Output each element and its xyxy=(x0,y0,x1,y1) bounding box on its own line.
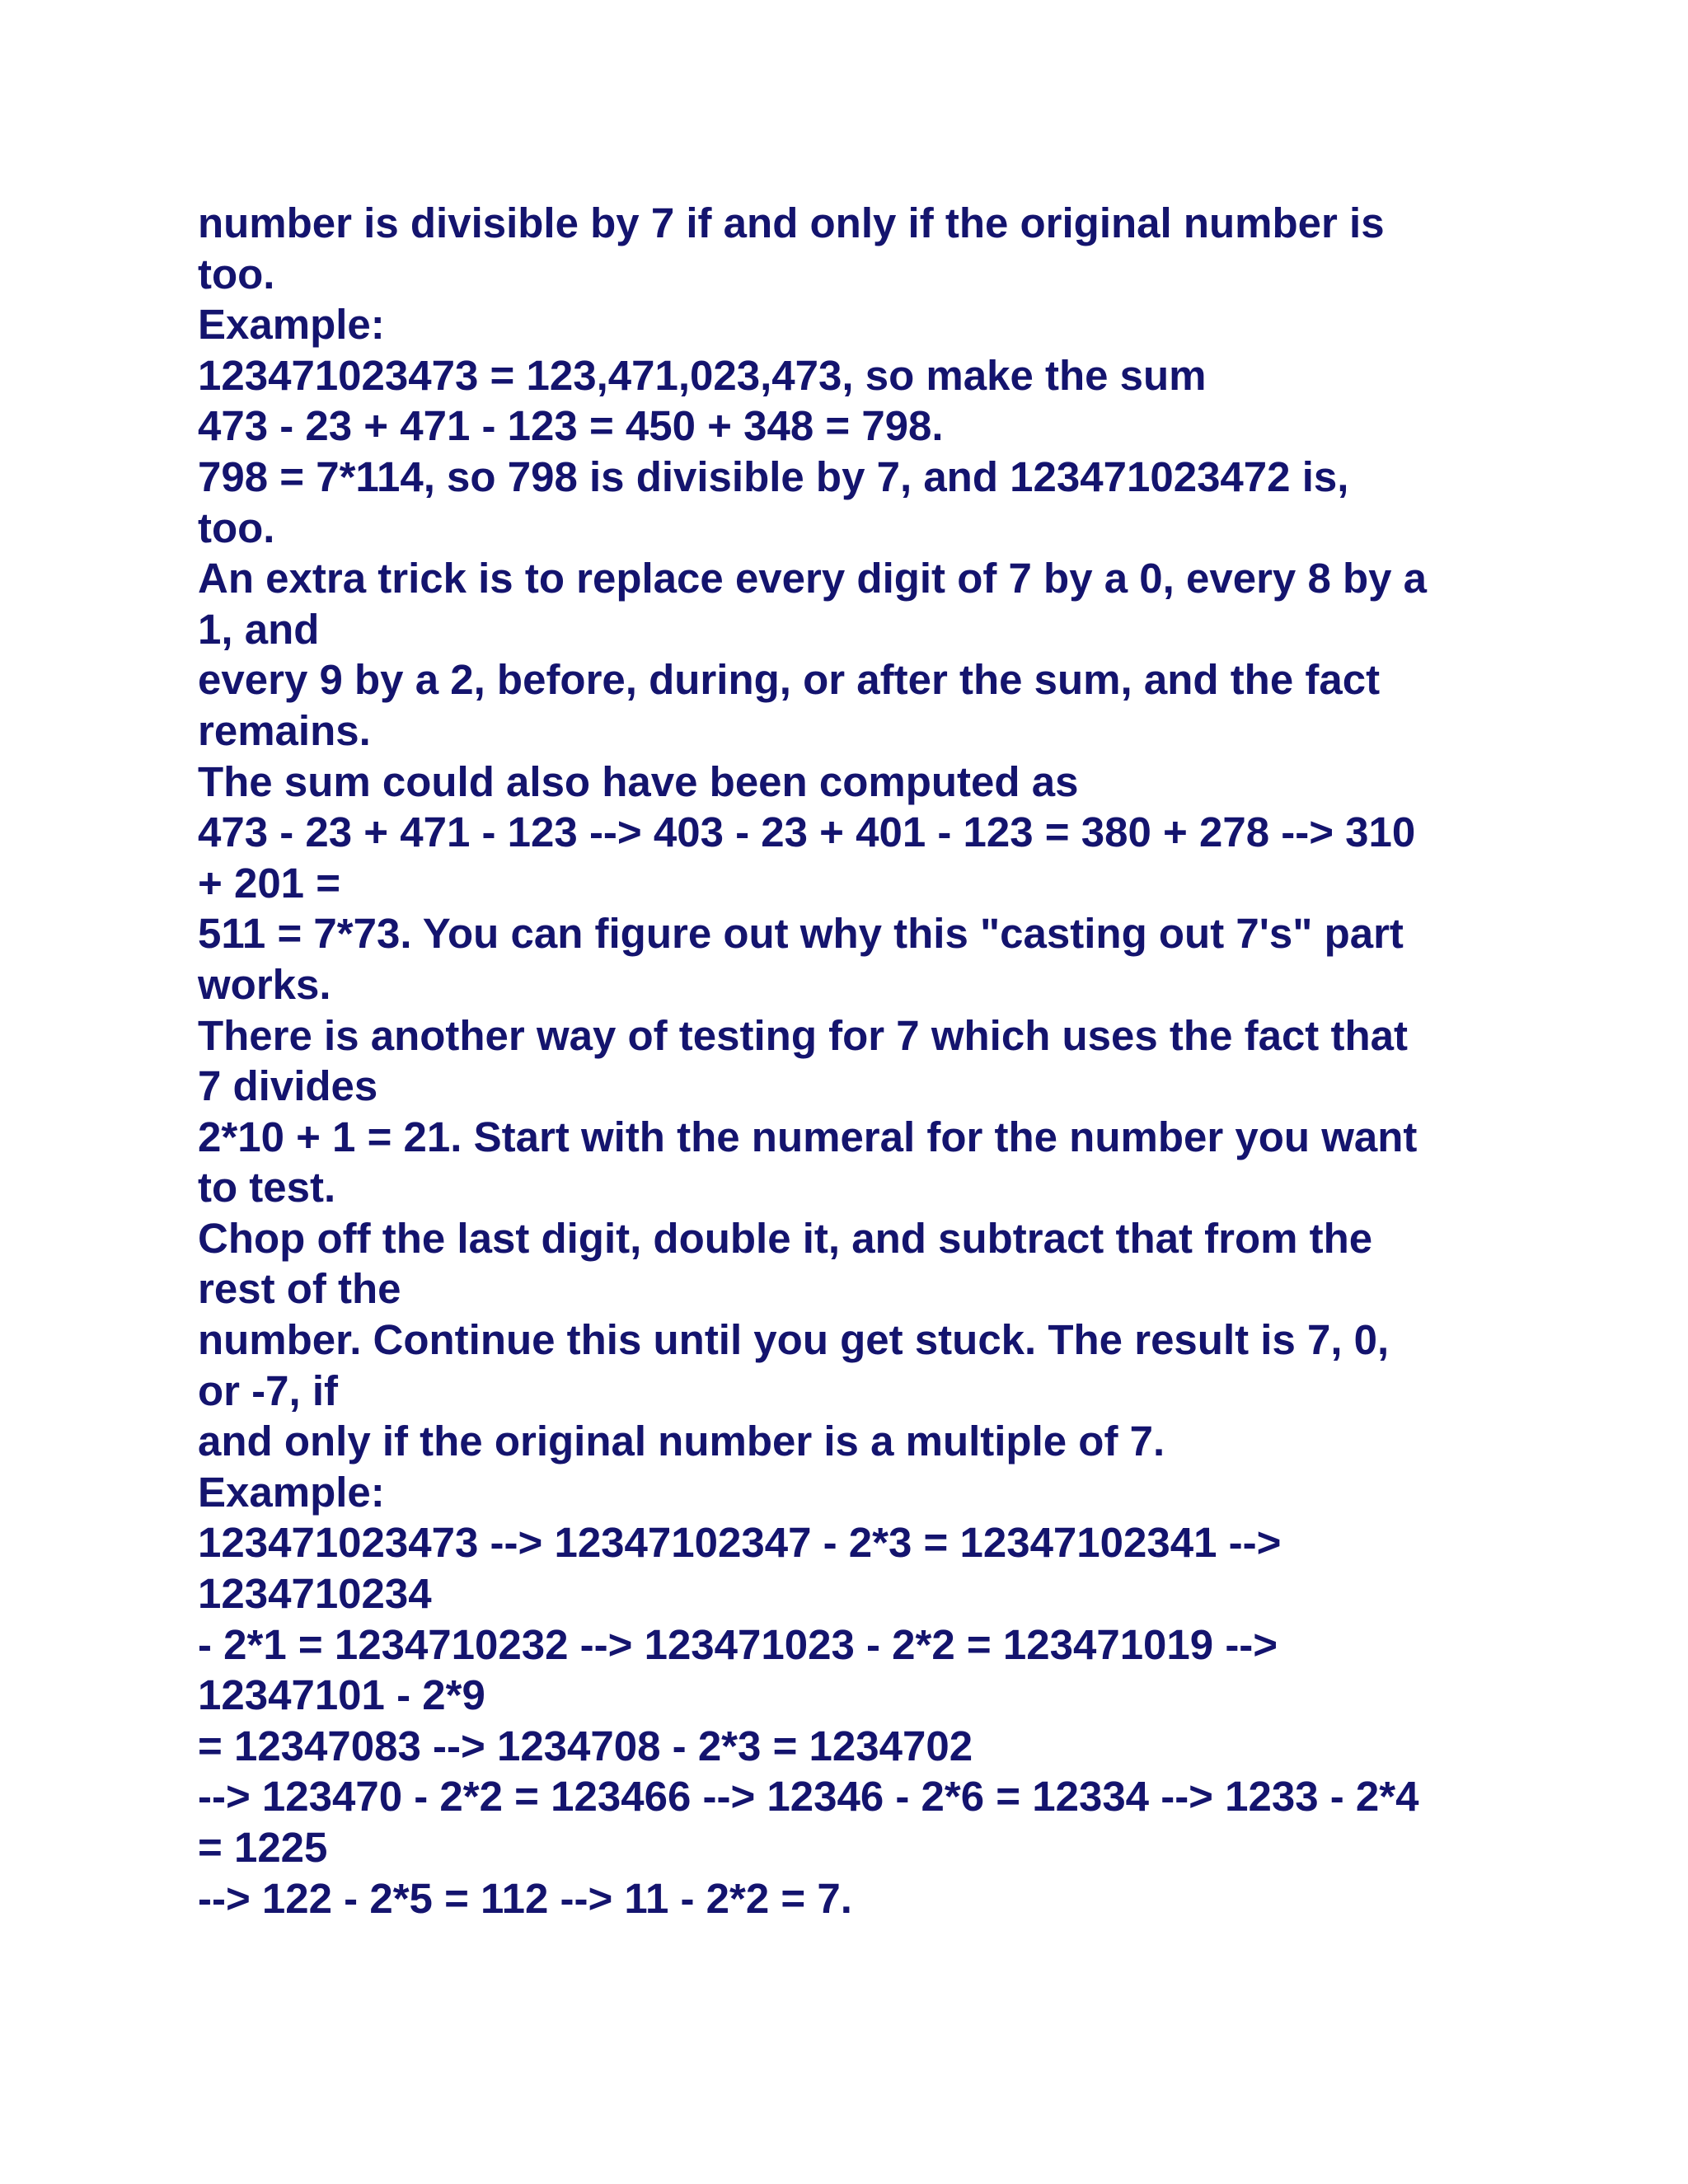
text-line: 473 - 23 + 471 - 123 --> 403 - 23 + 401 - 123 = 380 + 278 --> 310 xyxy=(198,808,1416,856)
text-line: 123471023473 --> 12347102347 - 2*3 = 12347102341 --> xyxy=(198,1519,1282,1567)
text-line: or -7, if xyxy=(198,1366,339,1414)
text-line: Example: xyxy=(198,1468,385,1516)
text-line: 798 = 7*114, so 798 is divisible by 7, and 123471023472 is, xyxy=(198,452,1349,500)
text-line: An extra trick is to replace every digit of 7 by a 0, every 8 by a xyxy=(198,555,1428,602)
text-line: = 1225 xyxy=(198,1824,328,1871)
text-line: works. xyxy=(198,960,331,1008)
document-body xyxy=(198,198,1500,1924)
text-line: --> 122 - 2*5 = 112 --> 11 - 2*2 = 7. xyxy=(198,1874,852,1922)
text-line: 511 = 7*73. You can figure out why this "casting out 7's" part xyxy=(198,910,1404,958)
text-line: - 2*1 = 1234710232 --> 123471023 - 2*2 = 123471019 --> xyxy=(198,1620,1278,1668)
text-line: 1234710234 xyxy=(198,1570,432,1618)
text-line: number. Continue this until you get stuck. The result is 7, 0, xyxy=(198,1316,1390,1364)
text-line: = 12347083 --> 1234708 - 2*3 = 1234702 xyxy=(198,1722,973,1769)
text-line: The sum could also have been computed as xyxy=(198,757,1079,805)
text-line: every 9 by a 2, before, during, or after the sum, and the fact xyxy=(198,656,1381,704)
text-line: remains. xyxy=(198,706,371,754)
text-line: Example: xyxy=(198,301,385,349)
text-line: --> 123470 - 2*2 = 123466 --> 12346 - 2*6 = 12334 --> 1233 - 2*4 xyxy=(198,1773,1419,1821)
text-line: to test. xyxy=(198,1164,336,1212)
text-line: Chop off the last digit, double it, and subtract that from the xyxy=(198,1214,1373,1262)
text-line: 7 divides xyxy=(198,1062,378,1110)
text-line: 12347101 - 2*9 xyxy=(198,1671,485,1719)
text-line: and only if the original number is a multiple of 7. xyxy=(198,1418,1165,1465)
text-line: 123471023473 = 123,471,023,473, so make the sum xyxy=(198,351,1207,399)
text-line: number is divisible by 7 if and only if the original number is xyxy=(198,199,1385,246)
text-line: There is another way of testing for 7 which uses the fact that xyxy=(198,1011,1408,1059)
text-line: 473 - 23 + 471 - 123 = 450 + 348 = 798. xyxy=(198,402,944,450)
text-line: 1, and xyxy=(198,605,320,653)
text-line: too. xyxy=(198,250,275,298)
text-line: + 201 = xyxy=(198,859,340,907)
text-line: too. xyxy=(198,504,275,551)
text-line: 2*10 + 1 = 21. Start with the numeral for the number you want xyxy=(198,1113,1418,1160)
text-line: rest of the xyxy=(198,1265,401,1313)
